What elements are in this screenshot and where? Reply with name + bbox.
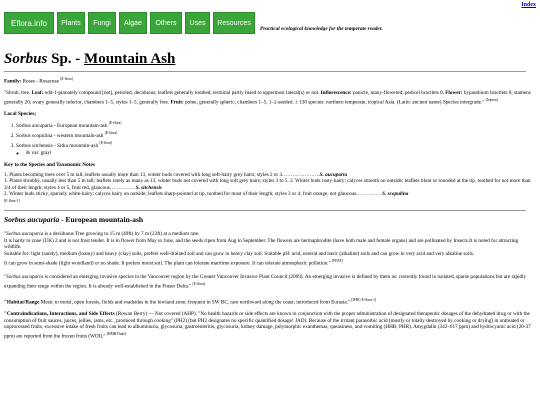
desc-flower-text: hypanthium bractlets 0, stamens generally 20; ovary generally inferior, chambers 1–5, styles 1–5, generally free. bbox=[4, 90, 531, 106]
species-ref[interactable]: [E-flora] bbox=[99, 140, 113, 145]
habitat-label: "Habitat/Range bbox=[4, 299, 40, 306]
local-species-list bbox=[4, 120, 534, 156]
pfaf-paragraph bbox=[4, 231, 534, 267]
divider bbox=[4, 210, 526, 211]
genus-description bbox=[4, 90, 534, 106]
species-section-heading bbox=[4, 215, 534, 224]
p2-text: is considered an emerging invasive species in the Vancouver region by the Greater Vancouver Invasive Plant Council (2009). An emerging invasive is defined by them as: currently found in isolated, sparse populations but are rapidly expanding their range within the region. It is already well-established in the Fraser Delta." bbox=[4, 273, 527, 290]
local-species-item bbox=[16, 130, 534, 140]
family-value: Roses - Rosaceae bbox=[21, 78, 61, 85]
key-text: 1. Plants becoming trees over 5 m tall; leaflets usually more than 13, winter buds covered with long soft-hairy grey hairs; styles 2 or 3…………………. bbox=[4, 171, 320, 178]
top-navigation bbox=[4, 12, 383, 34]
desc-intro: "Shrub, tree. bbox=[4, 90, 32, 97]
species-common: - Sitka mountain-ash bbox=[52, 142, 100, 149]
page-title bbox=[4, 50, 534, 68]
p1-species: "Sorbus aucuparia bbox=[4, 231, 44, 238]
family-line bbox=[4, 76, 534, 85]
key-line-3 bbox=[4, 191, 534, 207]
nav-resources[interactable]: Resources bbox=[213, 12, 255, 34]
desc-ref[interactable]: [Jepson] bbox=[485, 97, 498, 102]
p1-line2: It is hardy to zone (UK) 2 and is not frost tender. It is in flower from May to June, and the seeds ripen from Aug to September. The flowers are hermaphrodite (have both male and female organs) and are pollinated by Insects.It is noted for attracting wildlife. bbox=[4, 237, 519, 251]
p1-line4: It can grow in semi-shade (light woodland) or no shade. It prefers moist soil. The plant can tolerate maritime exposure. It can tolerate atmospheric pollution." bbox=[4, 260, 331, 267]
local-species-item bbox=[16, 140, 534, 157]
species-common: - European mountain-ash bbox=[52, 123, 109, 130]
p1-ref[interactable]: [PFAF] bbox=[332, 258, 343, 263]
variety-list bbox=[16, 150, 534, 157]
habitat-text: Mesic to moist, open forests, fields and roadsides in the lowland zone; frequent in SW BC, rare northward along the coast; introduced from Eurasia." bbox=[39, 299, 351, 306]
nav-plants[interactable]: Plants bbox=[57, 12, 85, 34]
p2-ref[interactable]: [E-flora] bbox=[192, 281, 206, 286]
title-genus: Sorbus bbox=[4, 51, 48, 67]
contra-text: (Rowan Berry) — Not covered (AHP). "No health hazards or side effects are known in conjunction with the proper administration of designated therapeutic dosages of the dehydrated drug or with the consumption of fruit sauces, juices, jellies, jams, etc., produced through cooking" (PH2) (but PH2 designates no specific quantified dosage! JAD). Because of the irritant parasorbic acid (mostly or totally destroyed by cooking or drying) in untreated or unprocessed fruits, excessive intake of fresh fruits can lead to albuminuria, glycosuria, gastroenteritis, glycosuria, kidney damage, polymorphic exanthemas, queasiness, and vomiting (HHB; PHR). Amygdalin (342–617 ppm) and hydrocyanic acid (20-37 ppm) are reported from the frozen fruits (WOI)." bbox=[4, 311, 531, 340]
contraindications-paragraph bbox=[4, 311, 534, 340]
desc-fruit-label: Fruit: bbox=[170, 99, 184, 106]
habitat-ref[interactable]: [IFBC-E-flora-1] bbox=[351, 297, 377, 302]
p1-line3: Suitable for: light (sandy), medium (loamy) and heavy (clay) soils, prefers well-drained soil and can grow in heavy clay soil. Suitable pH: acid, neutral and basic (alkaline) soils and can grow in very acid and very alkaline soils. bbox=[4, 251, 475, 258]
species-ref[interactable]: [E-flora] bbox=[108, 121, 122, 126]
key-text: 1. Plants shrubby, usually less than 5 m tall; leaflets rarely as many as 13, winter buds not covered with long soft grey hairs; styles 3 to 5. 2. Winter buds rusty-hairy; calyces smooth on outside; leaflets blunt or rounded at the tip, toothed for not more than 3/4 of their length; styles 4 or 5, fruit red, glaucous…………… bbox=[4, 178, 531, 191]
desc-flower-label: Flower: bbox=[445, 90, 463, 97]
local-species-heading: Local Species; bbox=[4, 111, 37, 118]
desc-infl-text: panicle, many-flowered; pedicel bractlets 0. bbox=[351, 90, 446, 97]
key-text: 2. Winter buds sticky, sparsely white-hairy; calyces hairy on outside; leaflets sharp-pointed at tip, toothed for most of their length; styles 3 or 4; fruit orange, not glaucous…………… bbox=[4, 191, 383, 198]
section-species-name: Sorbus aucuparia bbox=[4, 215, 60, 225]
species-name[interactable]: Sorbus sitchensis bbox=[16, 142, 53, 149]
species-common: - western mountain-ash bbox=[52, 132, 105, 139]
desc-infl-label: Inflorescence: bbox=[320, 90, 352, 97]
nav-fungi[interactable]: Fungi bbox=[88, 12, 116, 34]
key-species: S. sitchensis bbox=[135, 184, 162, 191]
nav-others[interactable]: Others bbox=[150, 12, 182, 34]
site-tagline: Practical ecological knowledge for the temperate reader. bbox=[260, 26, 383, 32]
title-common-name[interactable]: Mountain Ash bbox=[84, 51, 176, 67]
family-ref[interactable]: [E-flora] bbox=[60, 77, 73, 81]
nav-home-eflora[interactable]: Eflora.info bbox=[4, 12, 54, 34]
main-content bbox=[4, 50, 534, 340]
p2-species: "Sorbus aucuparia bbox=[4, 273, 44, 280]
p1-text: is a deciduous Tree growing to 15 m (49ft) by 7 m (23ft) at a medium rate. bbox=[43, 231, 200, 238]
section-species-common: - European mountain-ash bbox=[59, 215, 144, 225]
nav-algae[interactable]: Algae bbox=[119, 12, 147, 34]
key-species: S. aucuparia bbox=[319, 171, 348, 178]
contra-ref[interactable]: [HMH Duke] bbox=[106, 331, 127, 336]
species-name[interactable]: Sorbus aucuparia bbox=[16, 123, 53, 130]
family-label: Family: bbox=[4, 78, 22, 85]
key-heading: Key to the Species and Taxonomic Notes bbox=[4, 161, 95, 168]
index-link[interactable]: Index bbox=[521, 2, 536, 8]
local-species-item bbox=[16, 120, 534, 130]
species-name[interactable]: Sorbus scopulina bbox=[16, 132, 53, 139]
variety-item[interactable]: ◦ & var. grayi bbox=[26, 150, 534, 157]
key-species: S. scopulina bbox=[382, 191, 409, 198]
invasive-paragraph bbox=[4, 274, 534, 290]
divider bbox=[4, 71, 526, 72]
key-line-2 bbox=[4, 178, 534, 191]
desc-leaf-label: Leaf: bbox=[31, 90, 44, 97]
desc-fruit-text: pome, generally spheric, chambers 1–5, 1–2-seeded. ± 130 species: northern temperate, tropical Asia. (Latin: ancient name) Species intergrade." bbox=[183, 99, 485, 106]
desc-leaf-text: odd-1-pinnately compound [not], petioled, deciduous; leaflets generally toothed, terminal partly fused to uppermost lateral(s) or not. bbox=[43, 90, 321, 97]
nav-uses[interactable]: Uses bbox=[185, 12, 210, 34]
species-ref[interactable]: [E-flora] bbox=[104, 131, 118, 136]
contra-label: "Contraindications, Interactions, and Side Effects bbox=[4, 311, 115, 318]
title-suffix: Sp. - bbox=[47, 51, 85, 67]
habitat-paragraph bbox=[4, 297, 534, 306]
key-ref[interactable]: [E-flora-1] bbox=[4, 198, 20, 203]
